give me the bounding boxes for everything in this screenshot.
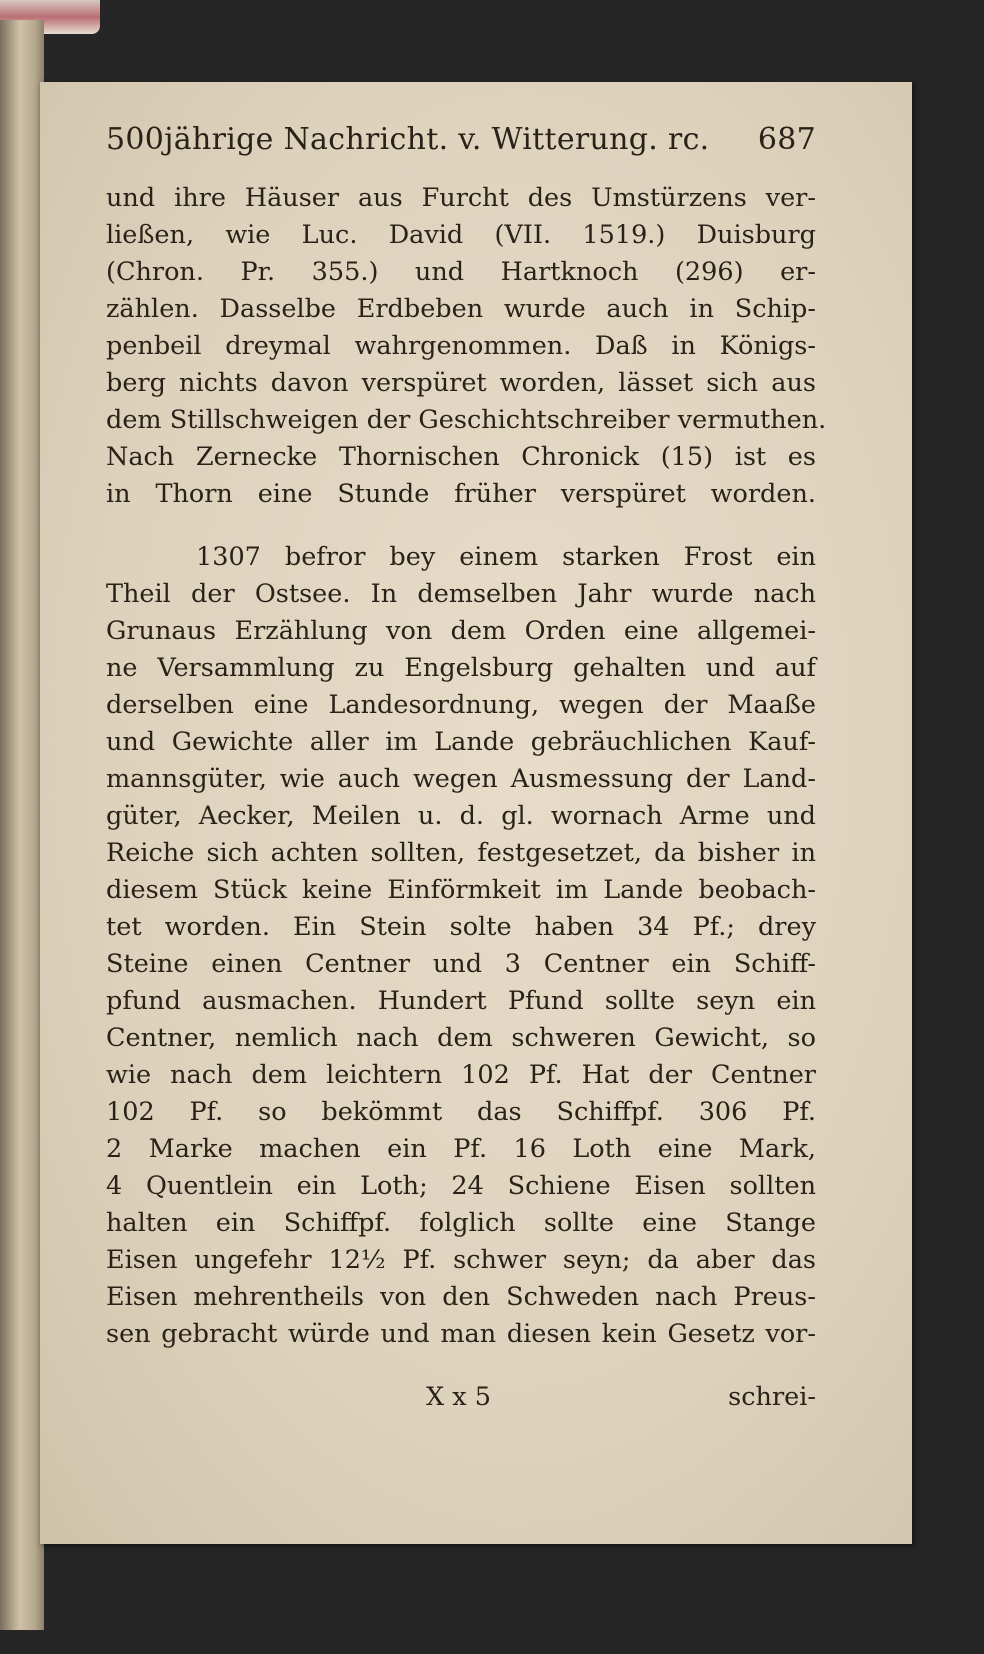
text-line: pfund ausmachen. Hundert Pfund sollte seyn ein: [106, 986, 816, 1016]
text-line: 102 Pf. so bekömmt das Schiffpf. 306 Pf.: [106, 1097, 816, 1127]
text-line: Eisen mehrentheils von den Schweden nach Preus-: [106, 1282, 816, 1312]
book-page: [40, 82, 912, 1544]
text-line: Theil der Ostsee. In demselben Jahr wurde nach: [106, 579, 816, 609]
text-line: sen gebracht würde und man diesen kein Gesetz vor-: [106, 1319, 816, 1349]
text-line: 1307 befror bey einem starken Frost ein: [196, 542, 816, 572]
signature-mark: X x 5: [426, 1382, 491, 1412]
text-line: 4 Quentlein ein Loth; 24 Schiene Eisen sollten: [106, 1171, 816, 1201]
page-body: [106, 180, 827, 1353]
text-line: güter, Aecker, Meilen u. d. gl. wornach Arme und: [106, 801, 816, 831]
paragraph: [106, 180, 827, 513]
text-line: ne Versammlung zu Engelsburg gehalten und auf: [106, 653, 816, 683]
text-line: penbeil dreymal wahrgenommen. Daß in Königs-: [106, 331, 816, 361]
text-line: Steine einen Centner und 3 Centner ein Schiff-: [106, 949, 816, 979]
text-line: (Chron. Pr. 355.) und Hartknoch (296) er-: [106, 257, 816, 287]
text-line: Centner, nemlich nach dem schweren Gewicht, so: [106, 1023, 816, 1053]
page-number: 687: [757, 122, 816, 157]
text-line: berg nichts davon verspüret worden, lässet sich aus: [106, 368, 816, 398]
text-line: und Gewichte aller im Lande gebräuchlichen Kauf-: [106, 727, 816, 757]
text-line: mannsgüter, wie auch wegen Ausmessung der Land-: [106, 764, 816, 794]
text-line: ließen, wie Luc. David (VII. 1519.) Duisburg: [106, 220, 816, 250]
text-line: Reiche sich achten sollten, festgesetzet, da bisher in: [106, 838, 816, 868]
text-line: Grunaus Erzählung von dem Orden eine allgemei-: [106, 616, 816, 646]
text-line: tet worden. Ein Stein solte haben 34 Pf.; drey: [106, 912, 816, 942]
running-title: 500jährige Nachricht. v. Witterung. rc.: [106, 122, 710, 157]
text-line: diesem Stück keine Einförmkeit im Lande beobach-: [106, 875, 816, 905]
text-line: dem Stillschweigen der Geschichtschreiber vermuthen.: [106, 405, 827, 435]
running-header: [106, 122, 816, 157]
text-line: Eisen ungefehr 12½ Pf. schwer seyn; da aber das: [106, 1245, 816, 1275]
text-line: 2 Marke machen ein Pf. 16 Loth eine Mark,: [106, 1134, 816, 1164]
text-line: halten ein Schiffpf. folglich sollte eine Stange: [106, 1208, 816, 1238]
text-line: in Thorn eine Stunde früher verspüret worden.: [106, 479, 816, 509]
paragraph: [106, 539, 816, 1353]
text-line: zählen. Dasselbe Erdbeben wurde auch in Schip-: [106, 294, 816, 324]
paragraph-gap: [106, 513, 816, 539]
facing-page-edge: [0, 20, 44, 1630]
text-line: wie nach dem leichtern 102 Pf. Hat der Centner: [106, 1060, 816, 1090]
text-line: und ihre Häuser aus Furcht des Umstürzens ver-: [106, 183, 816, 213]
text-line: derselben eine Landesordnung, wegen der Maaße: [106, 690, 816, 720]
text-line: Nach Zernecke Thornischen Chronick (15) ist es: [106, 442, 816, 472]
catchword: schrei-: [728, 1382, 816, 1412]
